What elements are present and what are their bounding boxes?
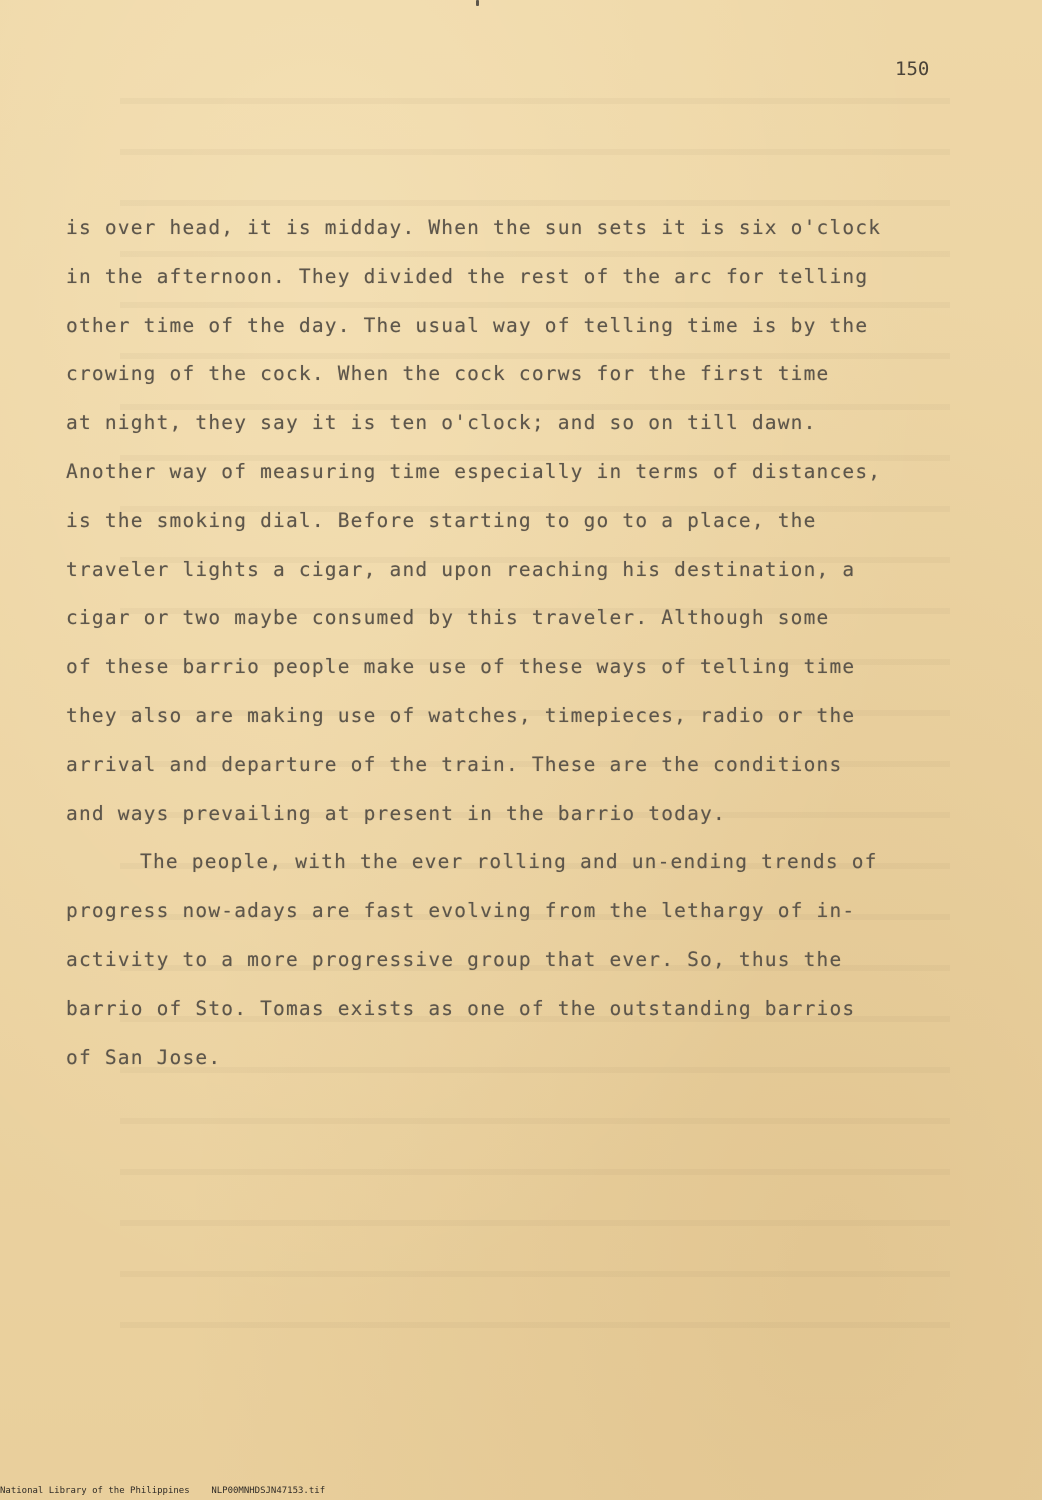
text-line: traveler lights a cigar, and upon reaching his destination, a [66, 557, 856, 581]
text-line: arrival and departure of the train. These are the conditions [66, 752, 843, 776]
text-line: is the smoking dial. Before starting to go to a place, the [66, 508, 817, 532]
text-line: they also are making use of watches, timepieces, radio or the [66, 703, 856, 727]
ink-mark [476, 0, 479, 6]
text-line: of San Jose. [66, 1045, 222, 1069]
text-line: progress now-adays are fast evolving from the lethargy of in- [66, 899, 856, 923]
text-line: of these barrio people make use of these ways of telling time [66, 655, 856, 679]
text-line: other time of the day. The usual way of telling time is by the [66, 313, 869, 337]
text-line: crowing of the cock. When the cock corws for the first time [66, 362, 830, 386]
text-line: and ways prevailing at present in the barrio today. [66, 801, 726, 825]
text-line: Another way of measuring time especially in terms of distances, [66, 459, 882, 483]
text-line: activity to a more progressive group that ever. So, thus the [66, 947, 843, 971]
scan-footer-caption: National Library of the Philippines NLP00MNHDSJN47153.tif [0, 1486, 326, 1496]
text-line-paragraph-start: The people, with the ever rolling and un-ending trends of [140, 850, 878, 874]
page-number: 150 [895, 58, 930, 80]
text-line: cigar or two maybe consumed by this traveler. Although some [66, 606, 830, 630]
text-line: at night, they say it is ten o'clock; and so on till dawn. [66, 411, 817, 435]
text-line: in the afternoon. They divided the rest of the arc for telling [66, 264, 869, 288]
text-line: barrio of Sto. Tomas exists as one of the outstanding barrios [66, 996, 856, 1020]
body-text [66, 204, 996, 1082]
text-line: is over head, it is midday. When the sun sets it is six o'clock [66, 216, 882, 239]
